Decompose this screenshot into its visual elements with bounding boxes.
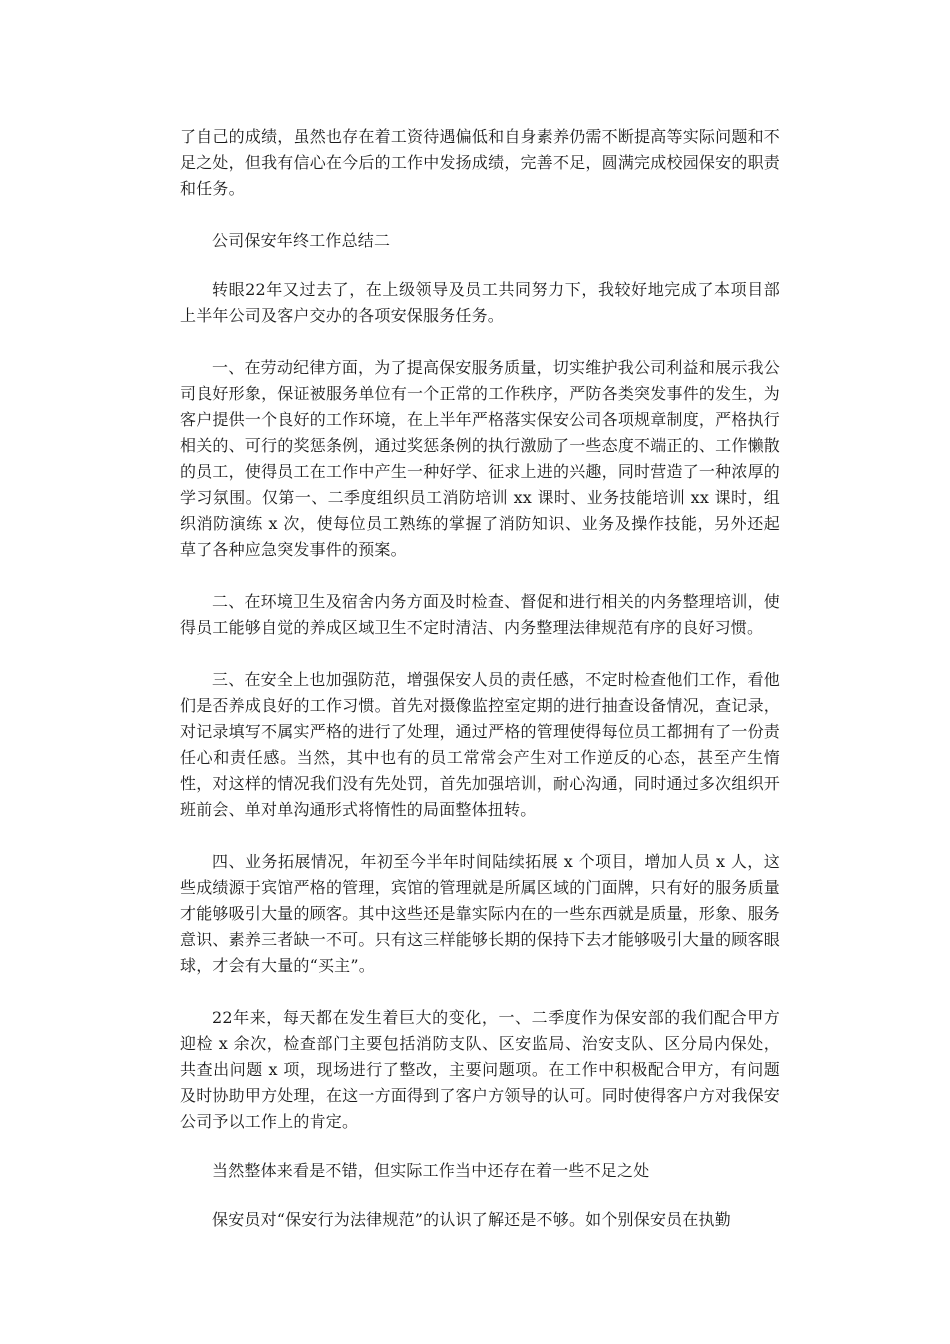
paragraph-inspection: 22年来，每天都在发生着巨大的变化，一、二季度作为保安部的我们配合甲方迎检 x 余次，检查部门主要包括消防支队、区安监局、治安支队、区分局内保处，共查出问题 x 项，现场进行了整改，主要问题项。在工作中积极配合甲方，有问题及时协助甲方处理，在这一方面得到了客户方领导的认可。同时使得客户方对我保安公司予以工作上的肯定。: [180, 1008, 780, 1131]
paragraph-shortcomings: 当然整体来看是不错，但实际工作当中还存在着一些不足之处: [212, 1161, 650, 1180]
paragraph-discipline: 一、在劳动纪律方面，为了提高保安服务质量，切实维护我公司利益和展示我公司良好形象，保证被服务单位有一个正常的工作秩序，严防各类突发事件的发生，为客户提供一个良好的工作环境，在上半年严格落实保安公司各项规章制度，严格执行相关的、可行的奖惩条例，通过奖惩条例的执行激励了一些态度不端正的、工作懒散的员工，使得员工在工作中产生一种好学、征求上进的兴趣，同时营造了一种浓厚的学习氛围。仅第一、二季度组织员工消防培训 xx 课时、业务技能培训 xx 课时，组织消防演练 x 次，使每位员工熟练的掌握了消防知识、业务及操作技能，另外还起草了各种应急突发事件的预案。: [180, 358, 780, 559]
paragraph-intro: 转眼22年又过去了，在上级领导及员工共同努力下，我较好地完成了本项目部上半年公司及客户交办的各项安保服务任务。: [180, 280, 780, 325]
paragraph-business: 四、业务拓展情况，年初至今半年时间陆续拓展 x 个项目，增加人员 x 人，这些成绩源于宾馆严格的管理，宾馆的管理就是所属区域的门面牌，只有好的服务质量才能够吸引大量的顾客。其中这些还是靠实际内在的一些东西就是质量，形象、服务意识、素养三者缺一不可。只有这三样能够长期的保持下去才能够吸引大量的顾客眼球，才会有大量的“买主”。: [180, 852, 780, 975]
paragraph-continuation: 了自己的成绩，虽然也存在着工资待遇偏低和自身素养仍需不断提高等实际问题和不足之处，但我有信心在今后的工作中发扬成绩，完善不足，圆满完成校园保安的职责和任务。: [180, 127, 780, 198]
paragraph-hygiene: 二、在环境卫生及宿舍内务方面及时检查、督促和进行相关的内务整理培训，使得员工能够自觉的养成区域卫生不定时清洁、内务整理法律规范有序的良好习惯。: [180, 592, 780, 637]
paragraph-safety: 三、在安全上也加强防范，增强保安人员的责任感，不定时检查他们工作，看他们是否养成良好的工作习惯。首先对摄像监控室定期的进行抽查设备情况，查记录，对记录填写不属实严格的进行了处理，通过严格的管理使得每位员工都拥有了一份责任心和责任感。当然，其中也有的员工常常会产生对工作逆反的心态，甚至产生惰性，对这样的情况我们没有先处罚，首先加强培训，耐心沟通，同时通过多次组织开班前会、单对单沟通形式将惰性的局面整体扭转。: [180, 670, 780, 819]
document-body: [180, 124, 780, 1233]
section-heading: 公司保安年终工作总结二: [212, 231, 391, 250]
paragraph-legal-awareness: 保安员对“保安行为法律规范”的认识了解还是不够。如个别保安员在执勤: [212, 1210, 731, 1229]
